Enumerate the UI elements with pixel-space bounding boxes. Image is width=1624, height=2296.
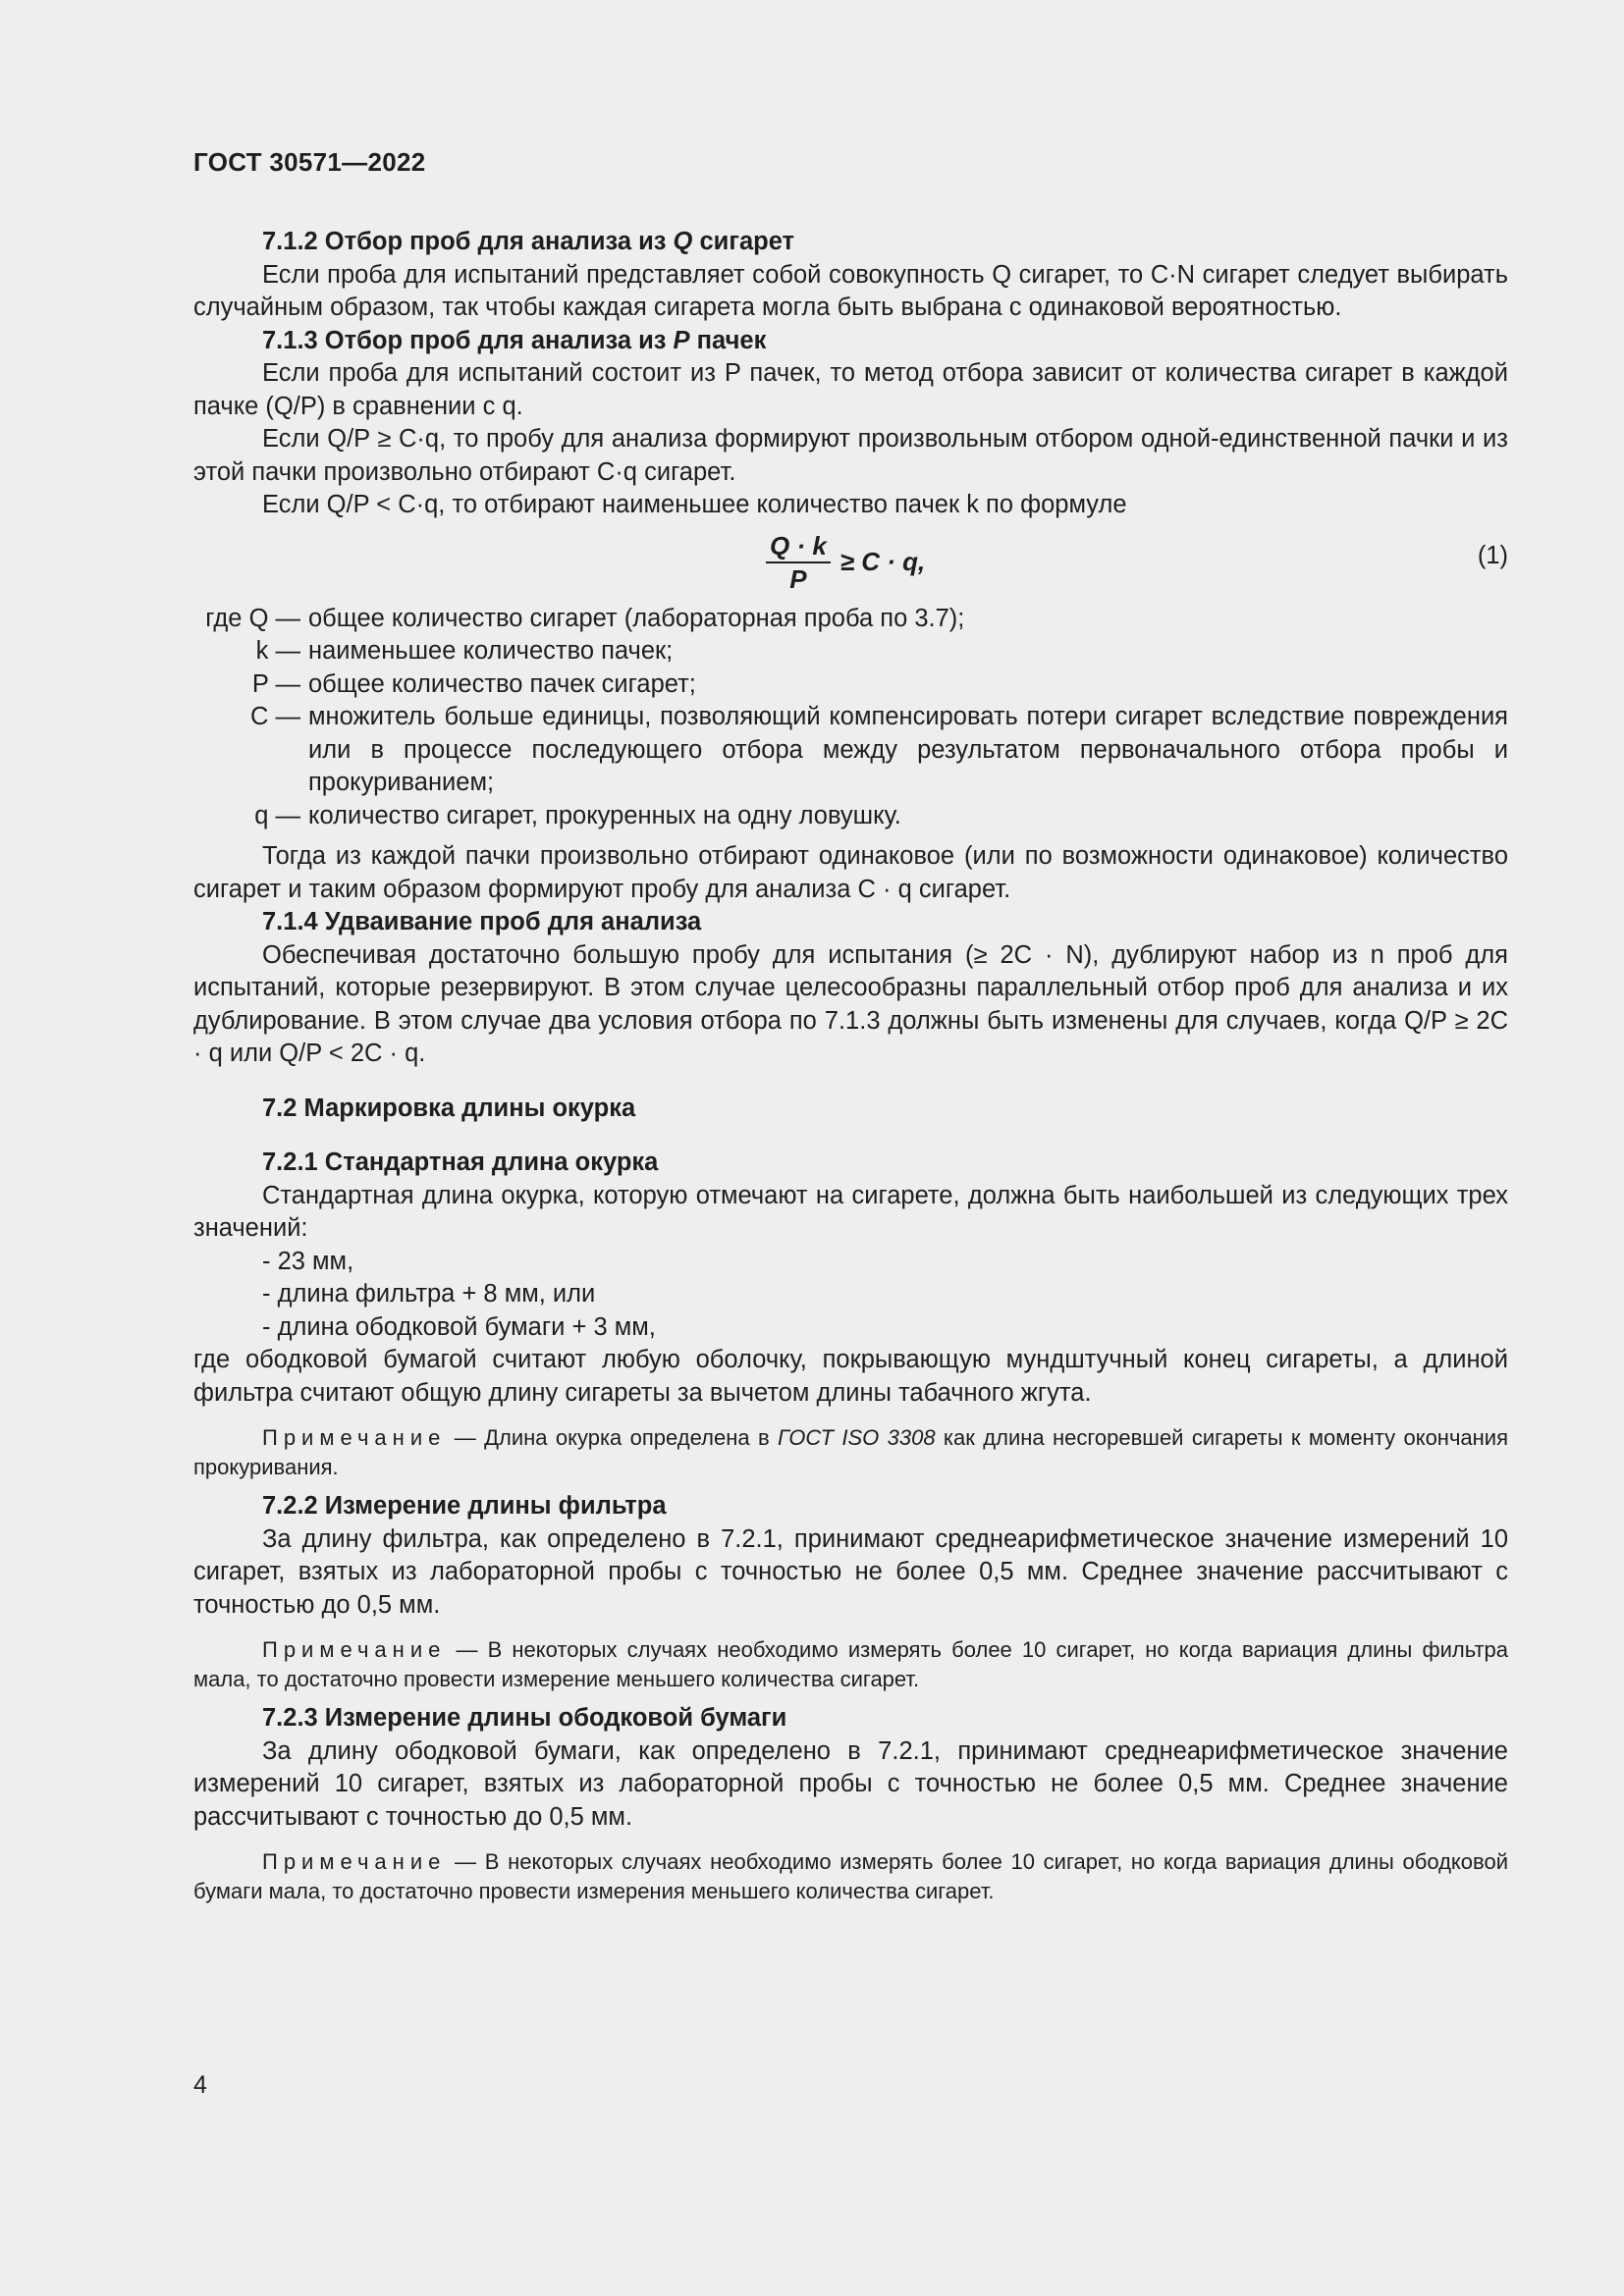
section-7-1-3-paragraph-4: Тогда из каждой пачки произвольно отбирают одинаковое (или по возможности одинаковое) количество сигарет и таким образом формируют пробу для анализа C · q сигарет. bbox=[193, 842, 1508, 903]
section-7-2-1-title: 7.2.1 Стандартная длина окурка bbox=[262, 1148, 659, 1176]
list-item: - 23 мм, bbox=[262, 1247, 354, 1275]
section-7-2-title: 7.2 Маркировка длины окурка bbox=[262, 1094, 636, 1122]
length-options-list bbox=[193, 1246, 1508, 1345]
section-7-1-4-title: 7.1.4 Удваивание проб для анализа bbox=[262, 908, 702, 935]
legend-definition: множитель больше единицы, позволяющий компенсировать потери сигарет вследствие повреждения или в процессе последующего отбора между результатом первоначального отбора пробы и прокуриванием; bbox=[308, 703, 1508, 796]
formula-rhs: ≥ C · q, bbox=[839, 546, 926, 576]
section-7-2-3-paragraph: За длину ободковой бумаги, как определено в 7.2.1, принимают среднеарифметическое значение измерений 10 сигарет, взятых из лабораторной пробы с точностью не более 0,5 мм. Среднее значение рассчитывают с точностью до 0,5 мм. bbox=[193, 1736, 1508, 1831]
section-7-1-3-paragraph-3: Если Q/P < C·q, то отбирают наименьшее количество пачек k по формуле bbox=[262, 491, 1127, 518]
legend-symbol: q — bbox=[254, 801, 300, 829]
section-7-2-2-note: Примечание — В некоторых случаях необходимо измерять более 10 сигарет, но когда вариация длины фильтра мала, то достаточно провести измерение меньшего количества сигарет. bbox=[193, 1637, 1508, 1691]
note-label: Примечание bbox=[262, 1425, 447, 1450]
document-header: ГОСТ 30571—2022 bbox=[193, 147, 426, 177]
legend-definition: общее количество пачек сигарет; bbox=[308, 669, 696, 698]
legend-definition: наименьшее количество пачек; bbox=[308, 637, 674, 665]
list-item: - длина фильтра + 8 мм, или bbox=[262, 1280, 596, 1308]
legend-definition: количество сигарет, прокуренных на одну ловушку. bbox=[308, 801, 901, 829]
formula-1 bbox=[193, 532, 1508, 599]
section-7-2-1-paragraph-2: где ободковой бумагой считают любую оболочку, покрывающую мундштучный конец сигареты, а длиной фильтра считают общую длину сигареты за вычетом длины табачного жгута. bbox=[193, 1346, 1508, 1407]
section-7-2-1-note: Примечание — Длина окурка определена в ГОСТ ISO 3308 как длина несгоревшей сигареты к моменту окончания прокуривания. bbox=[193, 1425, 1508, 1479]
note-label: Примечание bbox=[262, 1849, 447, 1874]
section-7-1-2-paragraph: Если проба для испытаний представляет собой совокупность Q сигарет, то C·N сигарет следует выбирать случайным образом, так чтобы каждая сигарета могла быть выбрана с одинаковой вероятностью. bbox=[193, 260, 1508, 321]
formula-denominator: P bbox=[789, 563, 807, 594]
page-number: 4 bbox=[193, 2071, 207, 2099]
standard-reference: ГОСТ ISO 3308 bbox=[778, 1425, 936, 1450]
section-7-2-2-paragraph: За длину фильтра, как определено в 7.2.1, принимают среднеарифметическое значение измерений 10 сигарет, взятых из лабораторной пробы с точностью не более 0,5 мм. Среднее значение рассчитывают с точностью до 0,5 мм. bbox=[193, 1524, 1508, 1619]
legend-symbol: k — bbox=[255, 637, 300, 665]
legend-symbol: C — bbox=[250, 703, 300, 730]
section-7-2-3-title: 7.2.3 Измерение длины ободковой бумаги bbox=[262, 1704, 787, 1732]
section-7-1-3-title: 7.1.3 Отбор проб для анализа из P пачек bbox=[262, 326, 767, 354]
formula-numerator: Q · k bbox=[766, 532, 831, 563]
formula-expression bbox=[766, 532, 925, 593]
legend-definition: общее количество сигарет (лабораторная проба по 3.7); bbox=[308, 604, 965, 632]
formula-legend bbox=[193, 603, 1508, 833]
note-label: Примечание bbox=[262, 1637, 447, 1662]
document-body bbox=[193, 226, 1508, 1906]
list-item: - длина ободковой бумаги + 3 мм, bbox=[262, 1312, 656, 1341]
formula-fraction bbox=[766, 532, 831, 593]
section-7-2-2-title: 7.2.2 Измерение длины фильтра bbox=[262, 1492, 667, 1520]
section-7-1-2-title: 7.1.2 Отбор проб для анализа из Q сигарет bbox=[262, 228, 795, 255]
section-7-1-4-paragraph: Обеспечивая достаточно большую пробу для испытания (≥ 2C · N), дублируют набор из n проб для испытаний, которые резервируют. В этом случае целесообразны параллельный отбор проб для анализа и их дублирование. В этом случае два условия отбора по 7.1.3 должны быть изменены для случаев, когда Q/P ≥ 2C · q или Q/P < 2C · q. bbox=[193, 940, 1508, 1067]
section-7-2-3-note: Примечание — В некоторых случаях необходимо измерять более 10 сигарет, но когда вариация длины ободковой бумаги мала, то достаточно провести измерения меньшего количества сигарет. bbox=[193, 1849, 1508, 1903]
legend-symbol: P — bbox=[251, 669, 300, 698]
section-7-2-1-paragraph-1: Стандартная длина окурка, которую отмечают на сигарете, должна быть наибольшей из следующих трех значений: bbox=[193, 1181, 1508, 1242]
formula-number: (1) bbox=[1477, 541, 1508, 569]
section-7-1-3-paragraph-2: Если Q/P ≥ C·q, то пробу для анализа формируют произвольным отбором одной-единственной пачки и из этой пачки произвольно отбирают C·q сигарет. bbox=[193, 425, 1508, 486]
legend-symbol: где Q — bbox=[205, 604, 300, 632]
section-7-1-3-paragraph-1: Если проба для испытаний состоит из P пачек, то метод отбора зависит от количества сигарет в каждой пачке (Q/P) в сравнении с q. bbox=[193, 359, 1508, 420]
